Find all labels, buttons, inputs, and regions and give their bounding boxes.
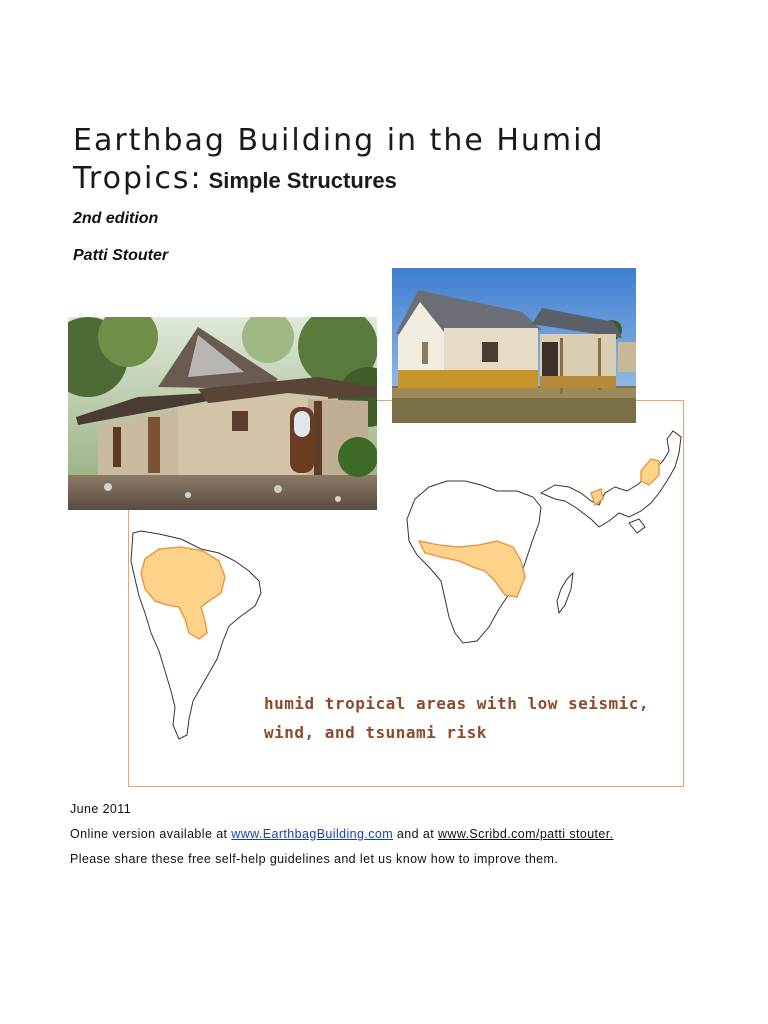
online-prefix: Online version available at (70, 827, 232, 841)
online-mid: and at (393, 827, 438, 841)
asia-zone-west (591, 489, 603, 505)
document-title (73, 122, 733, 200)
title-main: Earthbag Building in the Humid Tropics: (73, 123, 605, 196)
earthbag-cottage-photo (392, 268, 636, 423)
map-caption-line2: wind, and tsunami risk (264, 723, 487, 742)
edition-label: 2nd edition (73, 210, 159, 227)
borneo-outline (629, 519, 645, 533)
madagascar-outline (557, 573, 573, 613)
title-sub: Simple Structures (208, 168, 397, 193)
publication-date: June 2011 (70, 802, 132, 816)
map-caption (264, 689, 684, 747)
asia-zone-east (641, 459, 659, 485)
earthbag-roundhouse-photo (68, 317, 377, 510)
share-line: Please share these free self-help guidelines and let us know how to improve them. (70, 852, 559, 866)
earthbag-link[interactable]: www.EarthbagBuilding.com (231, 827, 394, 841)
africa-zone (419, 541, 525, 597)
amazon-zone (141, 547, 225, 639)
author-name: Patti Stouter (73, 247, 169, 264)
map-caption-line1: humid tropical areas with low seismic, (264, 694, 650, 713)
online-line (70, 822, 730, 847)
scribd-link[interactable]: www.Scribd.com/patti stouter. (437, 827, 614, 841)
asia-outline (541, 431, 681, 527)
footer (70, 797, 730, 872)
